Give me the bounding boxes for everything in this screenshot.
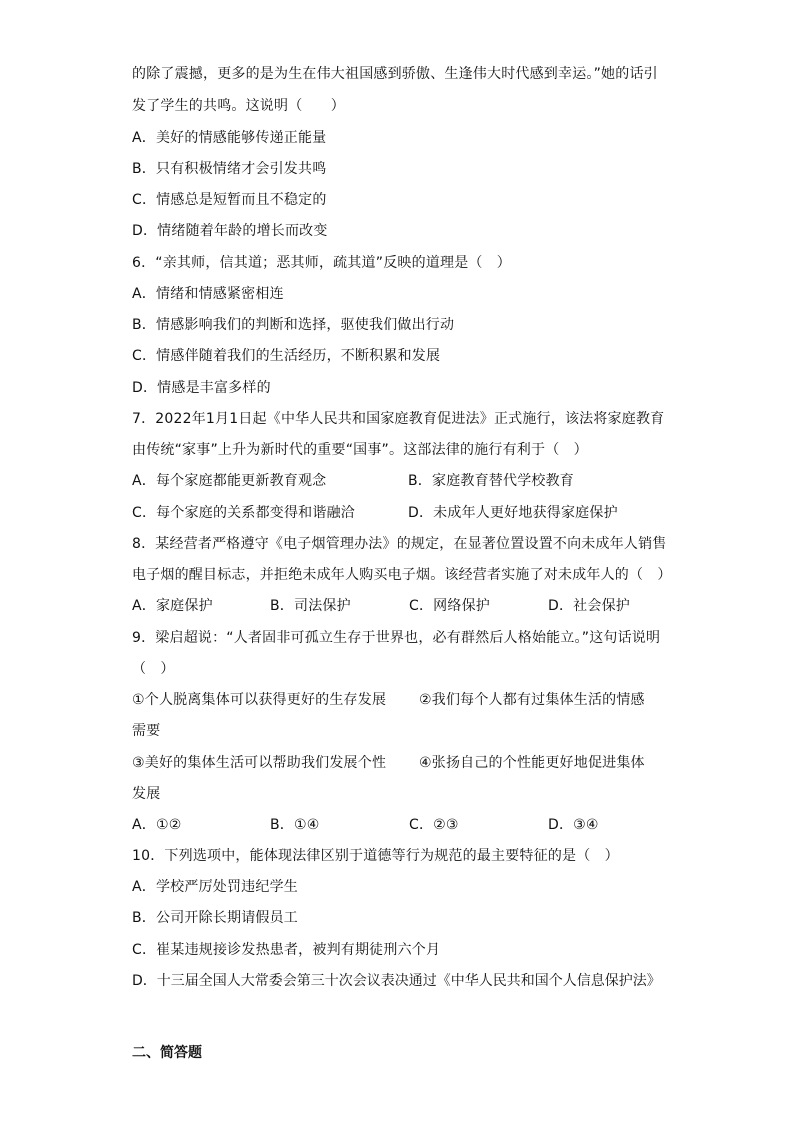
q9-stem-line2: （ ） bbox=[132, 661, 175, 677]
q7-option-a: A．每个家庭都能更新教育观念 bbox=[132, 473, 327, 489]
q7-option-d: D．未成年人更好地获得家庭保护 bbox=[408, 505, 618, 521]
q5-stem-line1: 的除了震撼，更多的是为生在伟大祖国感到骄傲、生逢伟大时代感到幸运。”她的话引 bbox=[132, 66, 658, 82]
q8-options-row bbox=[132, 596, 652, 616]
q7-option-c: C．每个家庭的关系都变得和谐融洽 bbox=[132, 505, 355, 521]
q7-options-row1 bbox=[132, 471, 575, 491]
q8-stem-line2: 电子烟的醒目标志，并拒绝未成年人购买电子烟。该经营者实施了对未成年人的（ ） bbox=[132, 567, 672, 583]
q9-statements-row2 bbox=[132, 753, 645, 773]
q6-option-b: B．情感影响我们的判断和选择，驱使我们做出行动 bbox=[132, 317, 455, 333]
q10-option-b: B．公司开除长期请假员工 bbox=[132, 910, 299, 926]
q9-options-row bbox=[132, 815, 652, 835]
q9-option-a: A．①② bbox=[132, 817, 182, 833]
q10-option-d: D．十三届全国人大常委会第三十次会议表决通过《中华人民共和国个人信息保护法》 bbox=[132, 973, 661, 989]
q9-option-d: D．③④ bbox=[548, 817, 599, 833]
q5-stem-line2: 发了学生的共鸣。这说明（ ） bbox=[132, 98, 345, 114]
q7-stem-line2: 由传统“家事”上升为新时代的重要“国事”。这部法律的施行有利于（ ） bbox=[132, 442, 588, 458]
q8-stem-line1: 8．某经营者严格遵守《电子烟管理办法》的规定，在显著位置设置不向未成年人销售 bbox=[132, 536, 667, 552]
q10-option-c: C．崔某违规接诊发热患者，被判有期徒刑六个月 bbox=[132, 942, 441, 958]
q6-stem: 6．“亲其师，信其道；恶其师，疏其道”反映的道理是（ ） bbox=[132, 255, 512, 271]
q10-option-a: A．学校严厉处罚违纪学生 bbox=[132, 879, 298, 895]
q9-option-c: C．②③ bbox=[409, 817, 459, 833]
q5-option-a: A．美好的情感能够传递正能量 bbox=[132, 130, 327, 146]
q7-options-row2 bbox=[132, 503, 618, 523]
q7-option-b: B．家庭教育替代学校教育 bbox=[408, 473, 575, 489]
q9-statement-2-cont: 需要 bbox=[132, 723, 161, 739]
q9-stem-line1: 9．梁启超说：“人者固非可孤立生存于世界也，必有群然后人格始能立。”这句话说明 bbox=[132, 630, 661, 646]
q9-statement-4: ④张扬自己的个性能更好地促进集体 bbox=[419, 755, 645, 771]
q7-stem-line1: 7．2022年1月1日起《中华人民共和国家庭教育促进法》正式施行，该法将家庭教育 bbox=[132, 411, 665, 427]
q9-statements-row1 bbox=[132, 690, 645, 710]
q8-option-b: B．司法保护 bbox=[270, 598, 351, 614]
q6-option-c: C．情感伴随着我们的生活经历，不断积累和发展 bbox=[132, 348, 441, 364]
q8-option-d: D．社会保护 bbox=[548, 598, 630, 614]
q8-option-c: C．网络保护 bbox=[409, 598, 490, 614]
q9-statement-4-cont: 发展 bbox=[132, 786, 161, 802]
q8-option-a: A．家庭保护 bbox=[132, 598, 213, 614]
q5-option-d: D．情绪随着年龄的增长而改变 bbox=[132, 223, 328, 239]
q9-option-b: B．①④ bbox=[270, 817, 320, 833]
q6-option-d: D．情感是丰富多样的 bbox=[132, 380, 271, 396]
q9-statement-3: ③美好的集体生活可以帮助我们发展个性 bbox=[132, 755, 387, 771]
q5-option-b: B．只有积极情绪才会引发共鸣 bbox=[132, 161, 327, 177]
q10-stem: 10．下列选项中，能体现法律区别于道德等行为规范的最主要特征的是（ ） bbox=[132, 848, 619, 864]
q5-option-c: C．情感总是短暂而且不稳定的 bbox=[132, 192, 327, 208]
q9-statement-2: ②我们每个人都有过集体生活的情感 bbox=[419, 692, 645, 708]
q9-statement-1: ①个人脱离集体可以获得更好的生存发展 bbox=[132, 692, 387, 708]
section-title: 二、简答题 bbox=[132, 1045, 202, 1061]
q6-option-a: A．情绪和情感紧密相连 bbox=[132, 286, 284, 302]
